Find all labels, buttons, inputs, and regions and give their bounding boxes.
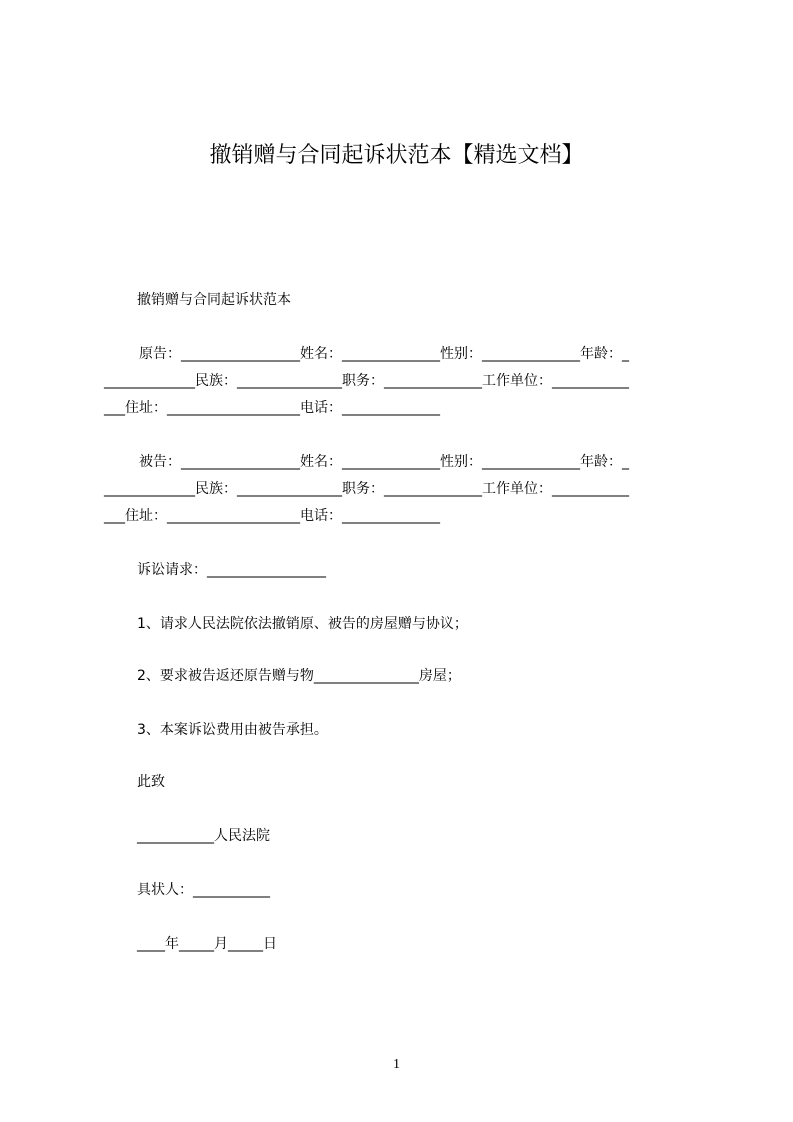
- defendant-line-3: ___住址：___________________电话：______________: [104, 508, 440, 524]
- claim-item: 2、要求被告返还原告赠与物_______________房屋；: [137, 668, 461, 684]
- plaintiff-line-2: _____________民族：_______________职务：______________工作单位：___________: [104, 373, 629, 389]
- plaintiff-line-3: ___住址：___________________电话：______________: [104, 400, 440, 416]
- defendant-line-1: 被告：_________________姓名：______________性别：______________年龄：_: [139, 454, 629, 470]
- document-subtitle: 撤销赠与合同起诉状范本: [137, 292, 291, 308]
- closing-phrase: 此致: [137, 774, 165, 790]
- document-title: 撤销赠与合同起诉状范本【精选文档】: [209, 143, 584, 168]
- claim-item: 3、本案诉讼费用由被告承担。: [137, 722, 328, 738]
- page-number: 1: [393, 1057, 400, 1072]
- court-line: ___________人民法院: [137, 828, 270, 844]
- defendant-line-2: _____________民族：_______________职务：______________工作单位：___________: [104, 481, 629, 497]
- signer-line: 具状人：___________: [137, 882, 270, 898]
- claims-label: 诉讼请求：_________________: [137, 562, 326, 578]
- plaintiff-line-1: 原告：_________________姓名：______________性别：______________年龄：_: [139, 346, 629, 362]
- claim-item: 1、请求人民法院依法撤销原、被告的房屋赠与协议；: [137, 616, 468, 632]
- date-line: ____年_____月_____日: [137, 936, 277, 952]
